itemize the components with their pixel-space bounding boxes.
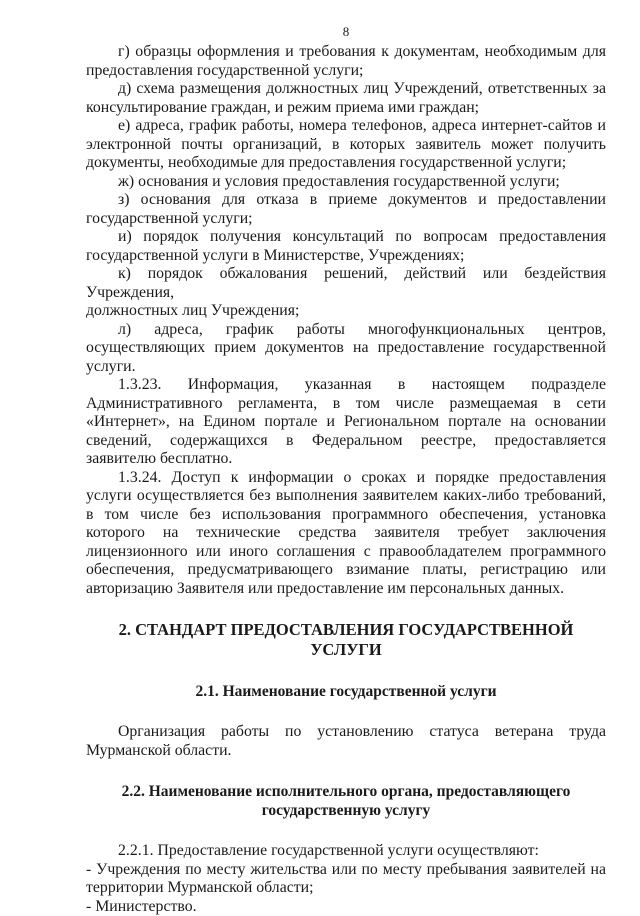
list-item-i-rest: государственной услуги в Министерстве, Учреждениях; bbox=[86, 247, 606, 266]
list-item-l-first-line: л) адреса, график работы многофункциональных центров, bbox=[86, 321, 606, 340]
paragraph-1-3-23-first-line: 1.3.23. Информация, указанная в настоящем подразделе bbox=[86, 376, 606, 395]
list-item-l-rest: осуществляющих прием документов на предоставление государственной услуги. bbox=[86, 339, 606, 376]
list-item-k-first-line: к) порядок обжалования решений, действий или бездействия Учреждения, bbox=[86, 265, 606, 302]
list-item-i-first-line: и) порядок получения консультаций по вопросам предоставления bbox=[86, 228, 606, 247]
section-2-heading-line2: УСЛУГИ bbox=[86, 640, 606, 660]
paragraph-2-2-1-intro: 2.2.1. Предоставление государственной услуги осуществляют: bbox=[86, 842, 606, 861]
list-item-e-first-line: е) адреса, график работы, номера телефонов, адреса интернет-сайтов и bbox=[86, 117, 606, 136]
list-item-d-first-line: д) схема размещения должностных лиц Учреждений, ответственных за bbox=[86, 80, 606, 99]
list-item-g-first-line: г) образцы оформления и требования к документам, необходимым для bbox=[86, 43, 606, 62]
section-2-heading-line1: 2. СТАНДАРТ ПРЕДОСТАВЛЕНИЯ ГОСУДАРСТВЕННОЙ bbox=[86, 620, 606, 640]
spacer bbox=[86, 598, 606, 620]
subsection-2-1-heading: 2.1. Наименование государственной услуги bbox=[86, 682, 606, 701]
list-item-l bbox=[86, 321, 606, 377]
list-item-zh-first-line: ж) основания и условия предоставления государственной услуги; bbox=[86, 173, 606, 192]
list-item-z-rest: государственной услуги; bbox=[86, 210, 606, 229]
subsection-2-1-text: Организация работы по установлению статуса ветерана труда Мурманской области. bbox=[86, 723, 606, 760]
list-item-k bbox=[86, 265, 606, 321]
subsection-2-2-heading bbox=[86, 782, 606, 820]
list-item-g-rest: предоставления государственной услуги; bbox=[86, 62, 606, 81]
spacer bbox=[86, 760, 606, 782]
paragraph-1-3-23-rest: Административного регламента, в том числе размещаемая в сети «Интернет», на Едином портале и Региональном портале на основании сведений, содержащихся в Федеральном реестре, предоставляется заявителю бесплатно. bbox=[86, 395, 606, 469]
list-item-zh bbox=[86, 173, 606, 192]
paragraph-1-3-24: 1.3.24. Доступ к информации о сроках и порядке предоставления услуги осуществляется без выполнения заявителем каких-либо требований, в том числе без использования программного обеспечения, установка которого на технические средства заявителя требует заключения лицензионного или иного соглашения с правообладателем программного обеспечения, предусматривающего взимание платы, регистрацию или авторизацию Заявителя или предоставление им персональных данных. bbox=[86, 469, 606, 599]
list-item-i bbox=[86, 228, 606, 265]
spacer bbox=[86, 660, 606, 682]
list-item-d-rest: консультирование граждан, и режим приема ими граждан; bbox=[86, 99, 606, 118]
list-item-d bbox=[86, 80, 606, 117]
spacer bbox=[86, 820, 606, 842]
paragraph-2-2-1-bullet-1: - Учреждения по месту жительства или по месту пребывания заявителей на территории Мурманской области; bbox=[86, 861, 606, 898]
paragraph-1-3-23 bbox=[86, 376, 606, 469]
page-number: 8 bbox=[86, 24, 606, 40]
document-page bbox=[86, 24, 606, 916]
list-item-z-first-line: з) основания для отказа в приеме документов и предоставлении bbox=[86, 191, 606, 210]
subsection-2-2-heading-line1: 2.2. Наименование исполнительного органа, предоставляющего bbox=[86, 782, 606, 801]
subsection-2-2-heading-line2: государственную услугу bbox=[86, 801, 606, 820]
section-2-heading bbox=[86, 620, 606, 660]
paragraph-2-2-1-bullet-2: - Министерство. bbox=[86, 898, 606, 916]
list-item-g bbox=[86, 43, 606, 80]
list-item-e bbox=[86, 117, 606, 173]
list-item-z bbox=[86, 191, 606, 228]
list-item-k-rest: должностных лиц Учреждения; bbox=[86, 302, 606, 321]
spacer bbox=[86, 701, 606, 723]
list-item-e-rest: электронной почты организаций, в которых заявитель может получить документы, необходимые для предоставления государственной услуги; bbox=[86, 136, 606, 173]
